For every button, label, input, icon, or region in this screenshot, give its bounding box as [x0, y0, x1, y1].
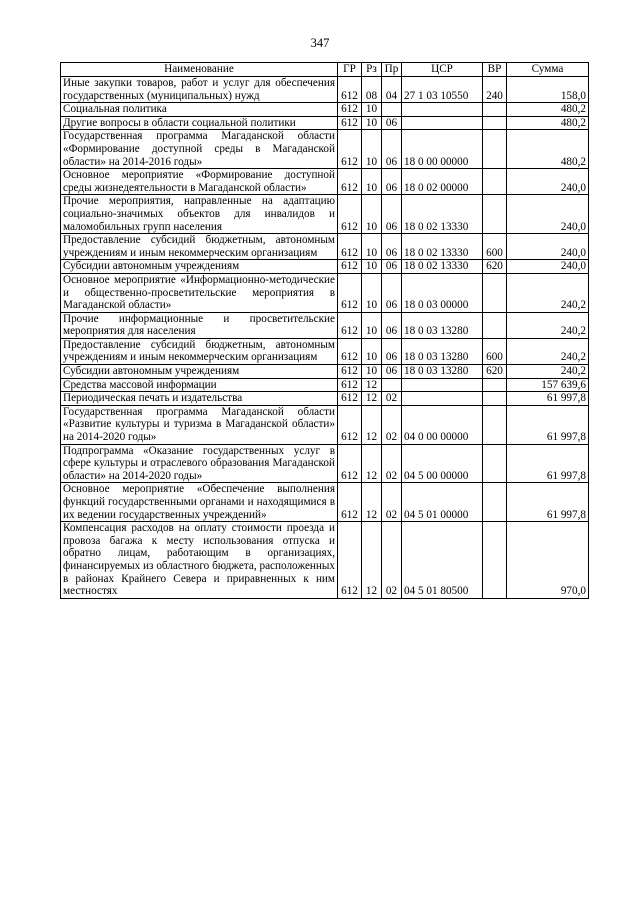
- sum-cell: 61 997,8: [507, 444, 589, 483]
- row-name-cell: Прочие информационные и просветительские мероприятия для населения: [61, 312, 338, 338]
- rz-cell: 10: [362, 116, 382, 130]
- csr-cell: 18 0 03 13280: [402, 365, 483, 379]
- vr-cell: 600: [483, 338, 507, 364]
- row-name-cell: Предоставление субсидий бюджетным, автономным учреждениям и иным некоммерческим организациям: [61, 234, 338, 260]
- rz-cell: 12: [362, 378, 382, 392]
- pr-cell: 02: [382, 392, 402, 406]
- sum-cell: 240,2: [507, 338, 589, 364]
- gr-cell: 612: [338, 234, 362, 260]
- gr-cell: 612: [338, 195, 362, 234]
- sum-cell: 480,2: [507, 103, 589, 117]
- table-header-row: [61, 63, 589, 77]
- vr-cell: [483, 444, 507, 483]
- page-number: 347: [310, 36, 330, 50]
- gr-cell: 612: [338, 312, 362, 338]
- sum-cell: 157 639,6: [507, 378, 589, 392]
- gr-cell: 612: [338, 522, 362, 599]
- rz-cell: 12: [362, 392, 382, 406]
- csr-cell: 04 5 01 80500: [402, 522, 483, 599]
- csr-cell: 18 0 03 13280: [402, 312, 483, 338]
- row-name-cell: Прочие мероприятия, направленные на адаптацию социально-значимых объектов для инвалидов и маломобильных групп населения: [61, 195, 338, 234]
- row-name-cell: Социальная политика: [61, 103, 338, 117]
- sum-cell: 240,0: [507, 195, 589, 234]
- csr-cell: 18 0 03 13280: [402, 338, 483, 364]
- row-name-cell: Государственная программа Магаданской области «Формирование доступной среды в Магаданской области» на 2014-2016 годы»: [61, 130, 338, 169]
- col-header-name: Наименование: [61, 63, 338, 77]
- row-name-cell: Периодическая печать и издательства: [61, 392, 338, 406]
- gr-cell: 612: [338, 260, 362, 274]
- pr-cell: 02: [382, 444, 402, 483]
- vr-cell: 620: [483, 365, 507, 379]
- pr-cell: 06: [382, 130, 402, 169]
- sum-cell: 61 997,8: [507, 392, 589, 406]
- csr-cell: 18 0 02 13330: [402, 234, 483, 260]
- csr-cell: 27 1 03 10550: [402, 77, 483, 103]
- gr-cell: 612: [338, 444, 362, 483]
- sum-cell: 61 997,8: [507, 483, 589, 522]
- row-name-cell: Государственная программа Магаданской области «Развитие культуры и туризма в Магаданской области» на 2014-2020 годы»: [61, 405, 338, 444]
- table-row: [61, 312, 589, 338]
- vr-cell: [483, 405, 507, 444]
- row-name-cell: Другие вопросы в области социальной политики: [61, 116, 338, 130]
- row-name-cell: Иные закупки товаров, работ и услуг для обеспечения государственных (муниципальных) нужд: [61, 77, 338, 103]
- col-header-csr: ЦСР: [402, 63, 483, 77]
- gr-cell: 612: [338, 483, 362, 522]
- csr-cell: 04 0 00 00000: [402, 405, 483, 444]
- pr-cell: 02: [382, 405, 402, 444]
- vr-cell: [483, 116, 507, 130]
- csr-cell: 04 5 01 00000: [402, 483, 483, 522]
- table-row: [61, 483, 589, 522]
- table-row: [61, 273, 589, 312]
- vr-cell: 620: [483, 260, 507, 274]
- row-name-cell: Основное мероприятие «Обеспечение выполнения функций государственными органами и находящимися в их ведении государственных учреждений»: [61, 483, 338, 522]
- csr-cell: 04 5 00 00000: [402, 444, 483, 483]
- col-header-pr: Пр: [382, 63, 402, 77]
- gr-cell: 612: [338, 338, 362, 364]
- pr-cell: 02: [382, 483, 402, 522]
- gr-cell: 612: [338, 116, 362, 130]
- gr-cell: 612: [338, 169, 362, 195]
- table-row: [61, 444, 589, 483]
- row-name-cell: Средства массовой информации: [61, 378, 338, 392]
- vr-cell: [483, 312, 507, 338]
- rz-cell: 12: [362, 522, 382, 599]
- pr-cell: 06: [382, 116, 402, 130]
- sum-cell: 970,0: [507, 522, 589, 599]
- sum-cell: 61 997,8: [507, 405, 589, 444]
- rz-cell: 10: [362, 103, 382, 117]
- sum-cell: 240,0: [507, 169, 589, 195]
- sum-cell: 240,0: [507, 234, 589, 260]
- rz-cell: 10: [362, 312, 382, 338]
- rz-cell: 10: [362, 365, 382, 379]
- sum-cell: 240,2: [507, 365, 589, 379]
- vr-cell: 240: [483, 77, 507, 103]
- csr-cell: [402, 378, 483, 392]
- table-row: [61, 338, 589, 364]
- pr-cell: 06: [382, 273, 402, 312]
- table-row: [61, 130, 589, 169]
- table-row: [61, 378, 589, 392]
- vr-cell: 600: [483, 234, 507, 260]
- rz-cell: 12: [362, 483, 382, 522]
- col-header-vr: ВР: [483, 63, 507, 77]
- vr-cell: [483, 392, 507, 406]
- vr-cell: [483, 103, 507, 117]
- gr-cell: 612: [338, 273, 362, 312]
- gr-cell: 612: [338, 392, 362, 406]
- sum-cell: 480,2: [507, 130, 589, 169]
- col-header-rz: Рз: [362, 63, 382, 77]
- pr-cell: 06: [382, 365, 402, 379]
- pr-cell: 06: [382, 234, 402, 260]
- vr-cell: [483, 522, 507, 599]
- row-name-cell: Предоставление субсидий бюджетным, автономным учреждениям и иным некоммерческим организациям: [61, 338, 338, 364]
- rz-cell: 12: [362, 444, 382, 483]
- rz-cell: 10: [362, 130, 382, 169]
- table-row: [61, 103, 589, 117]
- sum-cell: 240,0: [507, 260, 589, 274]
- pr-cell: 02: [382, 522, 402, 599]
- rz-cell: 10: [362, 260, 382, 274]
- csr-cell: [402, 392, 483, 406]
- vr-cell: [483, 273, 507, 312]
- table-row: [61, 392, 589, 406]
- row-name-cell: Компенсация расходов на оплату стоимости проезда и провоза багажа к месту использования отпуска и обратно лицам, работающим в организациях, финансируемых из областного бюджета, расположенных в районах Крайнего Севера и приравненных к ним местностях: [61, 522, 338, 599]
- vr-cell: [483, 130, 507, 169]
- row-name-cell: Субсидии автономным учреждениям: [61, 365, 338, 379]
- row-name-cell: Основное мероприятие «Формирование доступной среды жизнедеятельности в Магаданской области»: [61, 169, 338, 195]
- rz-cell: 10: [362, 273, 382, 312]
- table-row: [61, 260, 589, 274]
- rz-cell: 10: [362, 234, 382, 260]
- csr-cell: [402, 103, 483, 117]
- row-name-cell: Основное мероприятие «Информационно-методические и общественно-просветительские мероприятия в Магаданской области»: [61, 273, 338, 312]
- sum-cell: 240,2: [507, 273, 589, 312]
- vr-cell: [483, 378, 507, 392]
- csr-cell: 18 0 02 00000: [402, 169, 483, 195]
- csr-cell: 18 0 02 13330: [402, 195, 483, 234]
- csr-cell: [402, 116, 483, 130]
- gr-cell: 612: [338, 405, 362, 444]
- table-row: [61, 405, 589, 444]
- sum-cell: 480,2: [507, 116, 589, 130]
- rz-cell: 08: [362, 77, 382, 103]
- rz-cell: 10: [362, 195, 382, 234]
- pr-cell: 06: [382, 169, 402, 195]
- rz-cell: 10: [362, 338, 382, 364]
- table-row: [61, 365, 589, 379]
- csr-cell: 18 0 03 00000: [402, 273, 483, 312]
- sum-cell: 158,0: [507, 77, 589, 103]
- budget-table: [60, 62, 589, 599]
- pr-cell: 04: [382, 77, 402, 103]
- pr-cell: [382, 103, 402, 117]
- table-row: [61, 234, 589, 260]
- vr-cell: [483, 195, 507, 234]
- gr-cell: 612: [338, 378, 362, 392]
- table-row: [61, 195, 589, 234]
- pr-cell: 06: [382, 195, 402, 234]
- pr-cell: 06: [382, 338, 402, 364]
- col-header-gr: ГР: [338, 63, 362, 77]
- rz-cell: 10: [362, 169, 382, 195]
- pr-cell: 06: [382, 260, 402, 274]
- rz-cell: 12: [362, 405, 382, 444]
- pr-cell: 06: [382, 312, 402, 338]
- csr-cell: 18 0 02 13330: [402, 260, 483, 274]
- gr-cell: 612: [338, 103, 362, 117]
- gr-cell: 612: [338, 130, 362, 169]
- pr-cell: [382, 378, 402, 392]
- table-row: [61, 169, 589, 195]
- table-row: [61, 77, 589, 103]
- gr-cell: 612: [338, 77, 362, 103]
- table-row: [61, 522, 589, 599]
- row-name-cell: Подпрограмма «Оказание государственных услуг в сфере культуры и отраслевого образования Магаданской области» на 2014-2020 годы»: [61, 444, 338, 483]
- gr-cell: 612: [338, 365, 362, 379]
- csr-cell: 18 0 00 00000: [402, 130, 483, 169]
- sum-cell: 240,2: [507, 312, 589, 338]
- row-name-cell: Субсидии автономным учреждениям: [61, 260, 338, 274]
- table-row: [61, 116, 589, 130]
- col-header-sum: Сумма: [507, 63, 589, 77]
- vr-cell: [483, 169, 507, 195]
- vr-cell: [483, 483, 507, 522]
